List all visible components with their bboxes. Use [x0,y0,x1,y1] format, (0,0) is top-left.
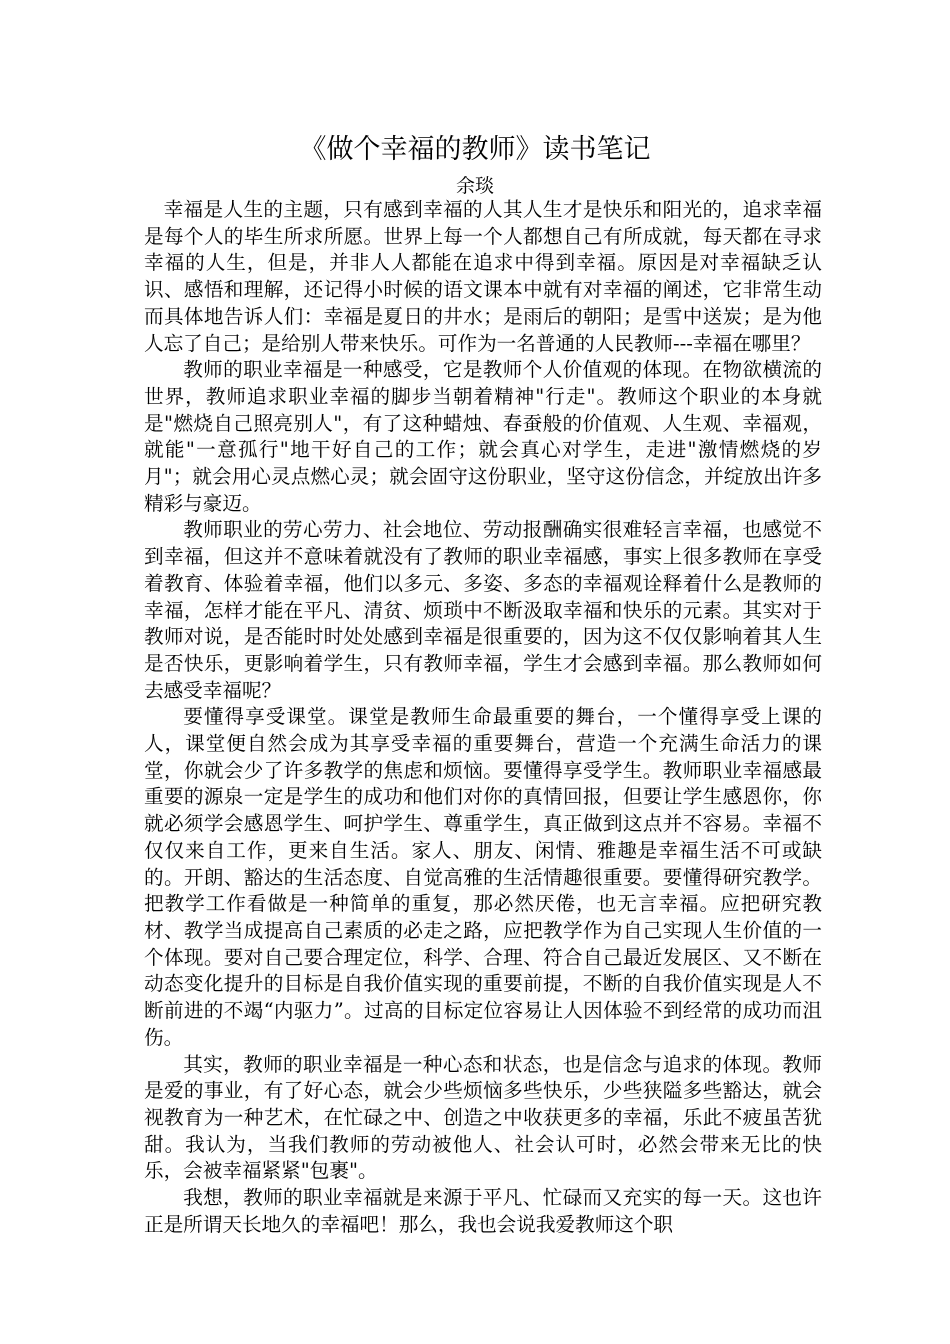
body-paragraph: 教师的职业幸福是一种感受，它是教师个人价值观的体现。在物欲横流的世界，教师追求职业幸福的脚步当朝着精神"行走"。教师这个职业的本身就是"燃烧自己照亮别人"，有了这种蜡烛、春蚕般的价值观、人生观、幸福观，就能"一意孤行"地干好自己的工作；就会真心对学生，走进"激情燃烧的岁月"；就会用心灵点燃心灵；就会固守这份职业，坚守这份信念，并绽放出许多精彩与豪迈。 [144,358,822,515]
body-paragraph: 我想，教师的职业幸福就是来源于平凡、忙碌而又充实的每一天。这也许正是所谓天长地久的幸福吧！那么，我也会说我爱教师这个职 [144,1186,822,1236]
body-paragraph: 要懂得享受课堂。课堂是教师生命最重要的舞台，一个懂得享受上课的人，课堂便自然会成为其享受幸福的重要舞台，营造一个充满生命活力的课堂，你就会少了许多教学的焦虑和烦恼。要懂得享受学生。教师职业幸福感最重要的源泉一定是学生的成功和他们对你的真情回报，但要让学生感恩你，你就必须学会感恩学生、呵护学生、尊重学生，真正做到这点并不容易。幸福不仅仅来自工作，更来自生活。家人、朋友、闲情、雅趣是幸福生活不可或缺的。开朗、豁达的生活态度、自觉高雅的生活情趣很重要。要懂得研究教学。把教学工作看做是一种简单的重复，那必然厌倦，也无言幸福。应把研究教材、教学当成提高自己素质的必走之路，应把教学作为自己实现人生价值的一个体现。要对自己要合理定位，科学、合理、符合自己最近发展区、又不断在动态变化提升的目标是自我价值实现的重要前提，不断的自我价值实现是人不断前进的不竭“内驱力”。过高的目标定位容易让人因体验不到经常的成功而沮伤。 [144,705,822,1049]
body-paragraph: 幸福是人生的主题，只有感到幸福的人其人生才是快乐和阳光的，追求幸福是每个人的毕生所求所愿。世界上每一个人都想自己有所成就，每天都在寻求幸福的人生，但是，并非人人都能在追求中得到幸福。原因是对幸福缺乏认识、感悟和理解，还记得小时候的语文课本中就有对幸福的阐述，它非常生动而具体地告诉人们：幸福是夏日的井水；是雨后的朝阳；是雪中送炭；是为他人忘了自己；是给别人带来快乐。可作为一名普通的人民教师---幸福在哪里？ [144,198,822,355]
document-body [144,197,822,1238]
body-paragraph: 教师职业的劳心劳力、社会地位、劳动报酬确实很难轻言幸福，也感觉不到幸福，但这并不意味着就没有了教师的职业幸福感，事实上很多教师在享受着教育、体验着幸福，他们以多元、多姿、多态的幸福观诠释着什么是教师的幸福，怎样才能在平凡、清贫、烦琐中不断汲取幸福和快乐的元素。其实对于教师对说，是否能时时处处感到幸福是很重要的，因为这不仅仅影响着其人生是否快乐，更影响着学生，只有教师幸福，学生才会感到幸福。那么教师如何去感受幸福呢？ [144,518,822,702]
document-title: 《做个幸福的教师》读书笔记 [299,134,651,165]
document-author: 余琰 [455,175,494,197]
body-paragraph: 其实，教师的职业幸福是一种心态和状态，也是信念与追求的体现。教师是爱的事业，有了好心态，就会少些烦恼多些快乐，少些狭隘多些豁达，就会视教育为一种艺术，在忙碌之中、创造之中收获更多的幸福，乐此不疲虽苦犹甜。我认为，当我们教师的劳动被他人、社会认可时，必然会带来无比的快乐，会被幸福紧紧"包裹"。 [144,1052,822,1183]
